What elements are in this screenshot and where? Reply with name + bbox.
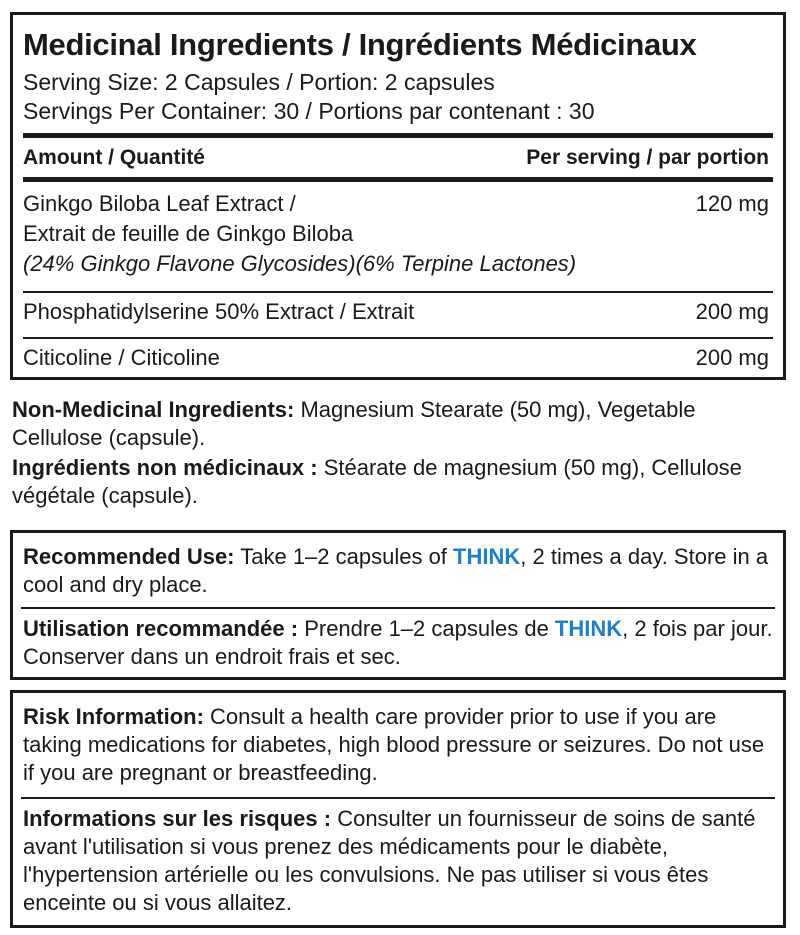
ingredient-amount: 200 mg <box>695 299 769 324</box>
risk-information-text: Consult a health care provider prior to use if you are taking medications for diabetes, high blood pressure or seizures. Do not use if you are pregnant or breastfeeding. <box>23 704 765 785</box>
per-serving-header: Per serving / par portion <box>526 146 769 169</box>
row-divider <box>23 337 773 339</box>
risk-information-fr <box>23 805 775 917</box>
ingredient-name: Citicoline / Citicoline <box>23 345 220 370</box>
header-rule <box>23 133 773 138</box>
recommended-use-label: Recommended Use: <box>23 544 235 569</box>
recommended-use-en <box>23 543 775 599</box>
non-medicinal-en <box>12 396 782 452</box>
ingredient-standardization: (24% Ginkgo Flavone Glycosides)(6% Terpine Lactones) <box>23 251 577 276</box>
ingredient-amount: 200 mg <box>695 345 769 370</box>
non-medicinal-label-fr: Ingrédients non médicinaux : <box>12 455 318 480</box>
serving-size: Serving Size: 2 Capsules / Portion: 2 capsules <box>23 69 495 95</box>
medicinal-ingredients-panel <box>10 12 786 380</box>
non-medicinal-label: Non-Medicinal Ingredients: <box>12 397 295 422</box>
ingredient-name-fr: Extrait de feuille de Ginkgo Biloba <box>23 221 354 246</box>
non-medicinal-fr <box>12 454 782 510</box>
risk-information-panel <box>10 690 786 928</box>
brand-name: THINK <box>453 544 521 569</box>
recommended-use-text: Take 1–2 capsules of <box>234 544 454 569</box>
risk-information-en <box>23 703 775 787</box>
section-divider <box>21 797 775 799</box>
risk-information-label-fr: Informations sur les risques : <box>23 806 332 831</box>
non-medicinal-text-fr: Stéarate de magnesium (50 mg), Cellulose végétale (capsule). <box>12 455 742 508</box>
servings-per-container: Servings Per Container: 30 / Portions par contenant : 30 <box>23 98 595 124</box>
recommended-use-label-fr: Utilisation recommandée : <box>23 616 299 641</box>
recommended-use-text-fr-end: , 2 fois par jour. Conserver dans un endroit frais et sec. <box>23 616 773 669</box>
risk-information-label: Risk Information: <box>23 704 204 729</box>
recommended-use-panel <box>10 530 786 680</box>
row-divider <box>23 291 773 293</box>
non-medicinal-text: Magnesium Stearate (50 mg), Vegetable Cellulose (capsule). <box>12 397 696 450</box>
panel-title: Medicinal Ingredients / Ingrédients Médicinaux <box>23 27 697 62</box>
recommended-use-text-fr: Prendre 1–2 capsules de <box>298 616 555 641</box>
section-divider <box>21 607 775 609</box>
ingredient-name: Ginkgo Biloba Leaf Extract / <box>23 191 296 216</box>
risk-information-text-fr: Consulter un fournisseur de soins de santé avant l'utilisation si vous prenez des médicaments pour le diabète, l'hypertension artérielle ou les convulsions. Ne pas utiliser si vous êtes enceinte ou si vous allaitez. <box>23 806 756 915</box>
recommended-use-text-end: , 2 times a day. Store in a cool and dry place. <box>23 544 769 597</box>
ingredient-amount: 120 mg <box>695 191 769 216</box>
ingredient-name: Phosphatidylserine 50% Extract / Extrait <box>23 299 415 324</box>
amount-header: Amount / Quantité <box>23 146 205 169</box>
brand-name: THINK <box>554 616 623 641</box>
recommended-use-fr <box>23 615 775 671</box>
header-rule-bottom <box>23 177 773 182</box>
